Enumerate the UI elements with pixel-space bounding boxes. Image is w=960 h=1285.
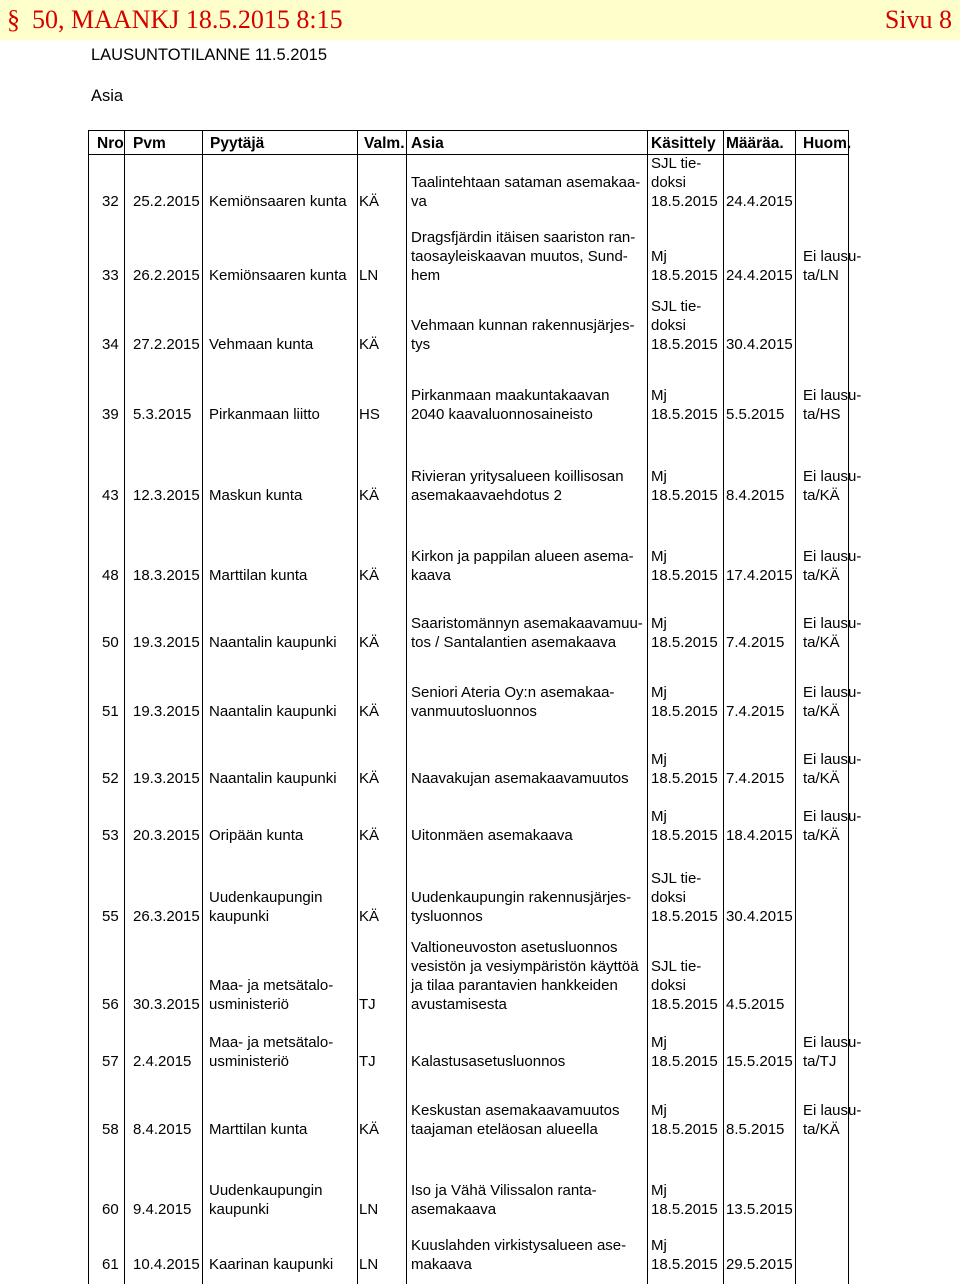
row-deadline: 30.4.2015	[726, 908, 793, 925]
row-processing: Mj 18.5.2015	[651, 1237, 718, 1273]
row-requester: Maskun kunta	[209, 487, 303, 504]
section-mark: §	[7, 5, 20, 34]
row-requester: Kaarinan kaupunki	[209, 1256, 334, 1273]
row-processing: Mj 18.5.2015	[651, 1102, 718, 1138]
row-number: 33	[102, 267, 119, 284]
row-requester: Marttilan kunta	[209, 567, 308, 584]
row-note: Ei lausu- ta/KÄ	[803, 615, 862, 651]
row-deadline: 5.5.2015	[726, 406, 785, 423]
row-note: Ei lausu- ta/TJ	[803, 1034, 862, 1070]
row-processing: SJL tie- doksi 18.5.2015	[651, 298, 718, 353]
row-requester: Kemiönsaaren kunta	[209, 193, 347, 210]
row-preparer: KÄ	[359, 770, 380, 787]
row-subject: Taalintehtaan sataman asemakaa- va	[411, 174, 641, 210]
row-processing: Mj 18.5.2015	[651, 548, 718, 584]
row-subject: Uitonmäen asemakaava	[411, 827, 573, 844]
row-date: 9.4.2015	[133, 1201, 192, 1218]
row-processing: Mj 18.5.2015	[651, 751, 718, 787]
row-number: 55	[102, 908, 119, 925]
row-requester: Naantalin kaupunki	[209, 634, 337, 651]
row-requester: Vehmaan kunta	[209, 336, 314, 353]
row-subject: Rivieran yritysalueen koillisosan asemakaavaehdotus 2	[411, 468, 624, 504]
row-date: 19.3.2015	[133, 634, 200, 651]
row-subject: Pirkanmaan maakuntakaavan 2040 kaavaluonnosaineisto	[411, 387, 610, 423]
row-processing: Mj 18.5.2015	[651, 387, 718, 423]
row-number: 39	[102, 406, 119, 423]
row-processing: SJL tie- doksi 18.5.2015	[651, 870, 718, 925]
row-preparer: LN	[359, 1201, 379, 1218]
row-number: 53	[102, 827, 119, 844]
column-header: Huom.	[803, 135, 852, 152]
row-processing: Mj 18.5.2015	[651, 1182, 718, 1218]
row-number: 61	[102, 1256, 119, 1273]
row-deadline: 29.5.2015	[726, 1256, 793, 1273]
column-header: Asia	[411, 135, 444, 152]
row-date: 5.3.2015	[133, 406, 192, 423]
row-preparer: TJ	[359, 1053, 376, 1070]
column-header: Käsittely	[651, 135, 716, 152]
row-number: 52	[102, 770, 119, 787]
row-subject: Saaristomännyn asemakaavamuu- tos / Santalantien asemakaava	[411, 615, 643, 651]
row-deadline: 24.4.2015	[726, 267, 793, 284]
row-preparer: HS	[359, 406, 380, 423]
row-subject: Kirkon ja pappilan alueen asema- kaava	[411, 548, 634, 584]
row-preparer: KÄ	[359, 827, 380, 844]
column-header: Pyytäjä	[210, 135, 265, 152]
row-number: 48	[102, 567, 119, 584]
column-rule	[647, 130, 648, 1284]
row-note: Ei lausu- ta/KÄ	[803, 808, 862, 844]
row-date: 19.3.2015	[133, 770, 200, 787]
row-deadline: 7.4.2015	[726, 703, 785, 720]
row-note: Ei lausu- ta/KÄ	[803, 548, 862, 584]
row-date: 8.4.2015	[133, 1121, 192, 1138]
row-processing: Mj 18.5.2015	[651, 468, 718, 504]
column-header: Pvm	[133, 135, 166, 152]
row-preparer: KÄ	[359, 193, 380, 210]
row-note: Ei lausu- ta/KÄ	[803, 1102, 862, 1138]
row-processing: Mj 18.5.2015	[651, 615, 718, 651]
row-deadline: 18.4.2015	[726, 827, 793, 844]
row-subject: Keskustan asemakaavamuutos taajaman eteläosan alueella	[411, 1102, 620, 1138]
statement-table	[88, 130, 862, 1284]
row-requester: Pirkanmaan liitto	[209, 406, 320, 423]
column-header: Valm.	[364, 135, 405, 152]
row-note: Ei lausu- ta/KÄ	[803, 751, 862, 787]
row-number: 43	[102, 487, 119, 504]
row-preparer: LN	[359, 1256, 379, 1273]
page-indicator: Sivu 8	[884, 5, 952, 34]
row-date: 25.2.2015	[133, 193, 200, 210]
row-number: 50	[102, 634, 119, 651]
row-processing: Mj 18.5.2015	[651, 248, 718, 284]
row-preparer: LN	[359, 267, 379, 284]
column-rule	[723, 130, 724, 1284]
row-date: 12.3.2015	[133, 487, 200, 504]
row-requester: Naantalin kaupunki	[209, 703, 337, 720]
row-number: 32	[102, 193, 119, 210]
row-date: 10.4.2015	[133, 1256, 200, 1273]
column-rule	[357, 130, 358, 1284]
row-date: 18.3.2015	[133, 567, 200, 584]
row-requester: Marttilan kunta	[209, 1121, 308, 1138]
row-subject: Kalastusasetusluonnos	[411, 1053, 566, 1070]
row-requester: Uudenkaupungin kaupunki	[209, 889, 323, 925]
row-requester: Oripään kunta	[209, 827, 304, 844]
row-date: 19.3.2015	[133, 703, 200, 720]
column-rule	[88, 130, 89, 1284]
row-preparer: KÄ	[359, 703, 380, 720]
row-number: 57	[102, 1053, 119, 1070]
row-processing: Mj 18.5.2015	[651, 1034, 718, 1070]
row-subject: Naavakujan asemakaavamuutos	[411, 770, 629, 787]
row-date: 20.3.2015	[133, 827, 200, 844]
row-preparer: KÄ	[359, 336, 380, 353]
column-rule	[202, 130, 203, 1284]
row-deadline: 17.4.2015	[726, 567, 793, 584]
row-note: Ei lausu- ta/KÄ	[803, 684, 862, 720]
row-requester: Kemiönsaaren kunta	[209, 267, 347, 284]
row-deadline: 7.4.2015	[726, 770, 785, 787]
row-note: Ei lausu- ta/HS	[803, 387, 862, 423]
column-rule	[406, 130, 407, 1284]
row-preparer: KÄ	[359, 908, 380, 925]
row-number: 34	[102, 336, 119, 353]
row-number: 60	[102, 1201, 119, 1218]
header-rule	[88, 154, 848, 155]
row-note: Ei lausu- ta/LN	[803, 248, 862, 284]
row-date: 30.3.2015	[133, 996, 200, 1013]
row-subject: Seniori Ateria Oy:n asemakaa- vanmuutosluonnos	[411, 684, 615, 720]
row-deadline: 15.5.2015	[726, 1053, 793, 1070]
header-rule	[88, 130, 848, 131]
row-subject: Uudenkaupungin rakennusjärjes- tysluonnos	[411, 889, 632, 925]
row-preparer: KÄ	[359, 567, 380, 584]
row-date: 26.3.2015	[133, 908, 200, 925]
row-deadline: 30.4.2015	[726, 336, 793, 353]
column-rule	[124, 130, 125, 1284]
row-preparer: TJ	[359, 996, 376, 1013]
row-deadline: 8.4.2015	[726, 487, 785, 504]
row-processing: SJL tie- doksi 18.5.2015	[651, 155, 718, 210]
row-processing: Mj 18.5.2015	[651, 684, 718, 720]
row-number: 58	[102, 1121, 119, 1138]
column-rule	[795, 130, 796, 1284]
section-label: Asia	[91, 87, 124, 105]
row-preparer: KÄ	[359, 634, 380, 651]
row-number: 51	[102, 703, 119, 720]
row-deadline: 13.5.2015	[726, 1201, 793, 1218]
row-preparer: KÄ	[359, 487, 380, 504]
row-deadline: 24.4.2015	[726, 193, 793, 210]
page-banner	[0, 0, 960, 40]
row-note: Ei lausu- ta/KÄ	[803, 468, 862, 504]
row-processing: SJL tie- doksi 18.5.2015	[651, 958, 718, 1013]
banner-title: 50, MAANKJ 18.5.2015 8:15	[32, 5, 343, 34]
row-subject: Dragsfjärdin itäisen saariston ran- taosayleiskaavan muutos, Sund- hem	[411, 229, 636, 284]
row-preparer: KÄ	[359, 1121, 380, 1138]
report-title: LAUSUNTOTILANNE 11.5.2015	[91, 46, 327, 64]
row-subject: Vehmaan kunnan rakennusjärjes- tys	[411, 317, 635, 353]
row-requester: Maa- ja metsätalo- usministeriö	[209, 977, 334, 1013]
row-subject: Valtioneuvoston asetusluonnos vesistön ja vesiympäristön käyttöä ja tilaa parantavien hankkeiden avustamisesta	[411, 939, 639, 1013]
row-deadline: 7.4.2015	[726, 634, 785, 651]
row-date: 26.2.2015	[133, 267, 200, 284]
row-subject: Iso ja Vähä Vilissalon ranta- asemakaava	[411, 1182, 597, 1218]
row-deadline: 8.5.2015	[726, 1121, 785, 1138]
column-header: Määräa.	[726, 135, 784, 152]
row-number: 56	[102, 996, 119, 1013]
row-requester: Maa- ja metsätalo- usministeriö	[209, 1034, 334, 1070]
row-processing: Mj 18.5.2015	[651, 808, 718, 844]
row-requester: Uudenkaupungin kaupunki	[209, 1182, 323, 1218]
row-date: 2.4.2015	[133, 1053, 192, 1070]
row-deadline: 4.5.2015	[726, 996, 785, 1013]
row-date: 27.2.2015	[133, 336, 200, 353]
row-subject: Kuuslahden virkistysalueen ase- makaava	[411, 1237, 627, 1273]
column-header: Nro	[97, 135, 124, 152]
row-requester: Naantalin kaupunki	[209, 770, 337, 787]
